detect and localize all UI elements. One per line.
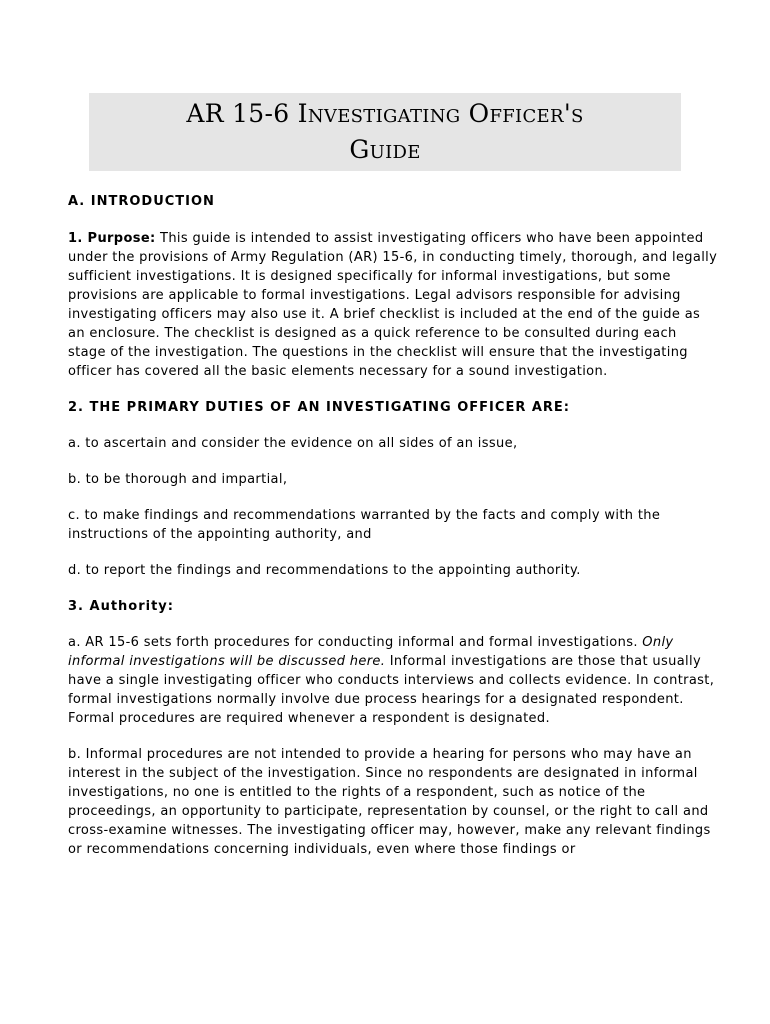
authority-a-end: Informal investigations are those that usually have a single investigating officer who conducts interviews and collects evidence. In contrast, formal investigations normally involve due process hearings for a designated respondent. Formal procedures are required whenever a respondent is designated. [68, 654, 715, 726]
title-line-1: AR 15-6 Investigating Officer's [186, 99, 584, 128]
duty-item-c: c. to make findings and recommendations warranted by the facts and comply with the instructions of the appointing authority, and [68, 508, 661, 542]
title-line-2: Guide [349, 135, 421, 164]
duties-heading: 2. THE PRIMARY DUTIES OF AN INVESTIGATING OFFICER ARE: [68, 400, 571, 415]
purpose-lead: 1. Purpose: [68, 231, 156, 246]
duty-item-b: b. to be thorough and impartial, [68, 472, 288, 487]
duty-item-a: a. to ascertain and consider the evidence on all sides of an issue, [68, 436, 518, 451]
duty-item-d: d. to report the findings and recommendations to the appointing authority. [68, 563, 581, 578]
purpose-text: This guide is intended to assist investigating officers who have been appointed under the provisions of Army Regulation (AR) 15-6, in conducting timely, thorough, and legally sufficient investigations. It is designed specifically for informal investigations, but some provisions are applicable to formal investigations. Legal advisors responsible for advising investigating officers may also use it. A brief checklist is included at the end of the guide as an enclosure. The checklist is designed as a quick reference to be consulted during each stage of the investigation. The questions in the checklist will ensure that the investigating officer has covered all the basic elements necessary for a sound investigation. [68, 231, 718, 379]
document-title [89, 93, 681, 171]
purpose-paragraph [68, 229, 718, 381]
document-body [68, 192, 718, 876]
authority-paragraph-a [68, 633, 718, 728]
section-a-heading: A. INTRODUCTION [68, 194, 215, 209]
authority-heading: 3. Authority: [68, 599, 174, 614]
authority-a-start: a. AR 15-6 sets forth procedures for conducting informal and formal investigations. [68, 635, 643, 650]
authority-a-italic: Only informal investigations will be discussed here. [68, 635, 674, 669]
authority-paragraph-b: b. Informal procedures are not intended to provide a hearing for persons who may have an interest in the subject of the investigation. Since no respondents are designated in informal investigations, no one is entitled to the rights of a respondent, such as notice of the proceedings, an opportunity to participate, representation by counsel, or the right to call and cross-examine witnesses. The investigating officer may, however, make any relevant findings or recommendations concerning individuals, even where those findings or [68, 747, 711, 857]
